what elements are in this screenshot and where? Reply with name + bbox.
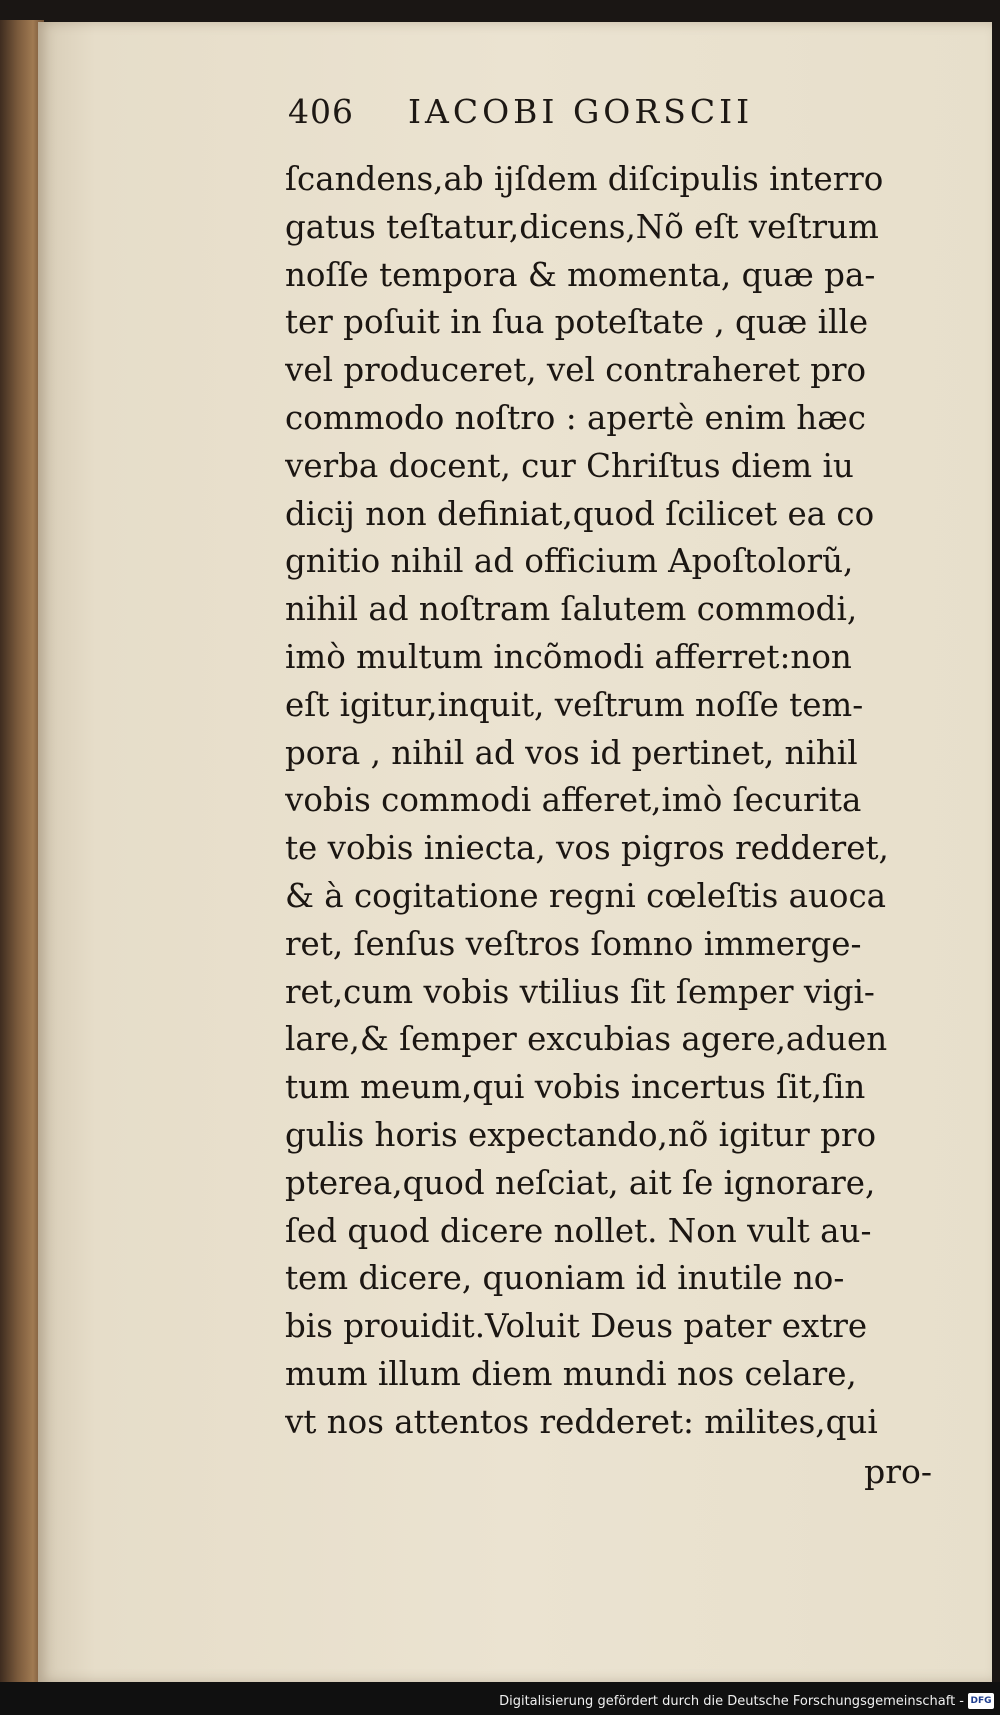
text-line: eſt igitur,inquit, veſtrum noſſe tem- [285,685,864,724]
text-line: mum illum diem mundi nos celare, [285,1354,857,1393]
text-line: lare,& ſemper excubias agere,aduen [285,1020,888,1059]
text-line: vel produceret, vel contraheret pro [285,351,867,390]
text-line: ter poſuit in ſua poteſtate , quæ ille [285,303,869,342]
text-line: & à cogitatione regni cœleſtis auoca [285,876,887,915]
text-line: tem dicere, quoniam id inutile no- [285,1259,845,1298]
text-line: vt nos attentos redderet: milites,qui [285,1402,878,1441]
text-line: ret,cum vobis vtilius ſit ſemper vigi- [285,972,875,1011]
text-line: ſed quod dicere nollet. Non vult au- [285,1211,872,1250]
text-line: commodo noſtro : apertè enim hæc [285,398,866,437]
text-line: dicij non definiat,quod ſcilicet ea co [285,494,875,533]
text-line: bis prouidit.Voluit Deus pater extre [285,1307,868,1346]
dfg-logo-icon: DFG [968,1693,994,1709]
text-line: nihil ad noſtram ſalutem commodi, [285,590,858,629]
text-line: verba docent, cur Chriſtus diem iu [285,446,854,485]
text-line: vobis commodi afferet,imò ſecurita [285,781,862,820]
text-line: gulis horis expectando,nõ igitur pro [285,1115,877,1154]
book-page [38,22,992,1682]
body-text [285,156,985,1447]
footer-credit: Digitalisierung gefördert durch die Deutsche Forschungsgemeinschaft - [499,1694,964,1709]
text-line: pora , nihil ad vos id pertinet, nihil [285,733,858,772]
text-line: imò multum incõmodi afferret:non [285,637,852,676]
text-line: tum meum,qui vobis incertus ſit,ſin [285,1068,866,1107]
page-number: 406 [288,92,354,131]
running-head-title: IACOBI GORSCII [408,92,754,131]
text-line: gnitio nihil ad officium Apoſtolorũ, [285,542,854,581]
text-line: ſcandens,ab ijſdem diſcipulis interro [285,160,884,198]
text-line: gatus teſtatur,dicens,Nõ eſt veſtrum [285,207,879,246]
catchword: pro- [864,1452,932,1491]
text-line: ret, ſenſus veſtros ſomno immerge- [285,924,862,963]
text-line: pterea,quod neſciat, ait ſe ignorare, [285,1163,876,1202]
text-line: noſſe tempora & momenta, quæ pa- [285,255,876,294]
footer-bar [0,1682,1000,1715]
running-head [288,92,942,136]
text-line: te vobis iniecta, vos pigros redderet, [285,829,889,868]
